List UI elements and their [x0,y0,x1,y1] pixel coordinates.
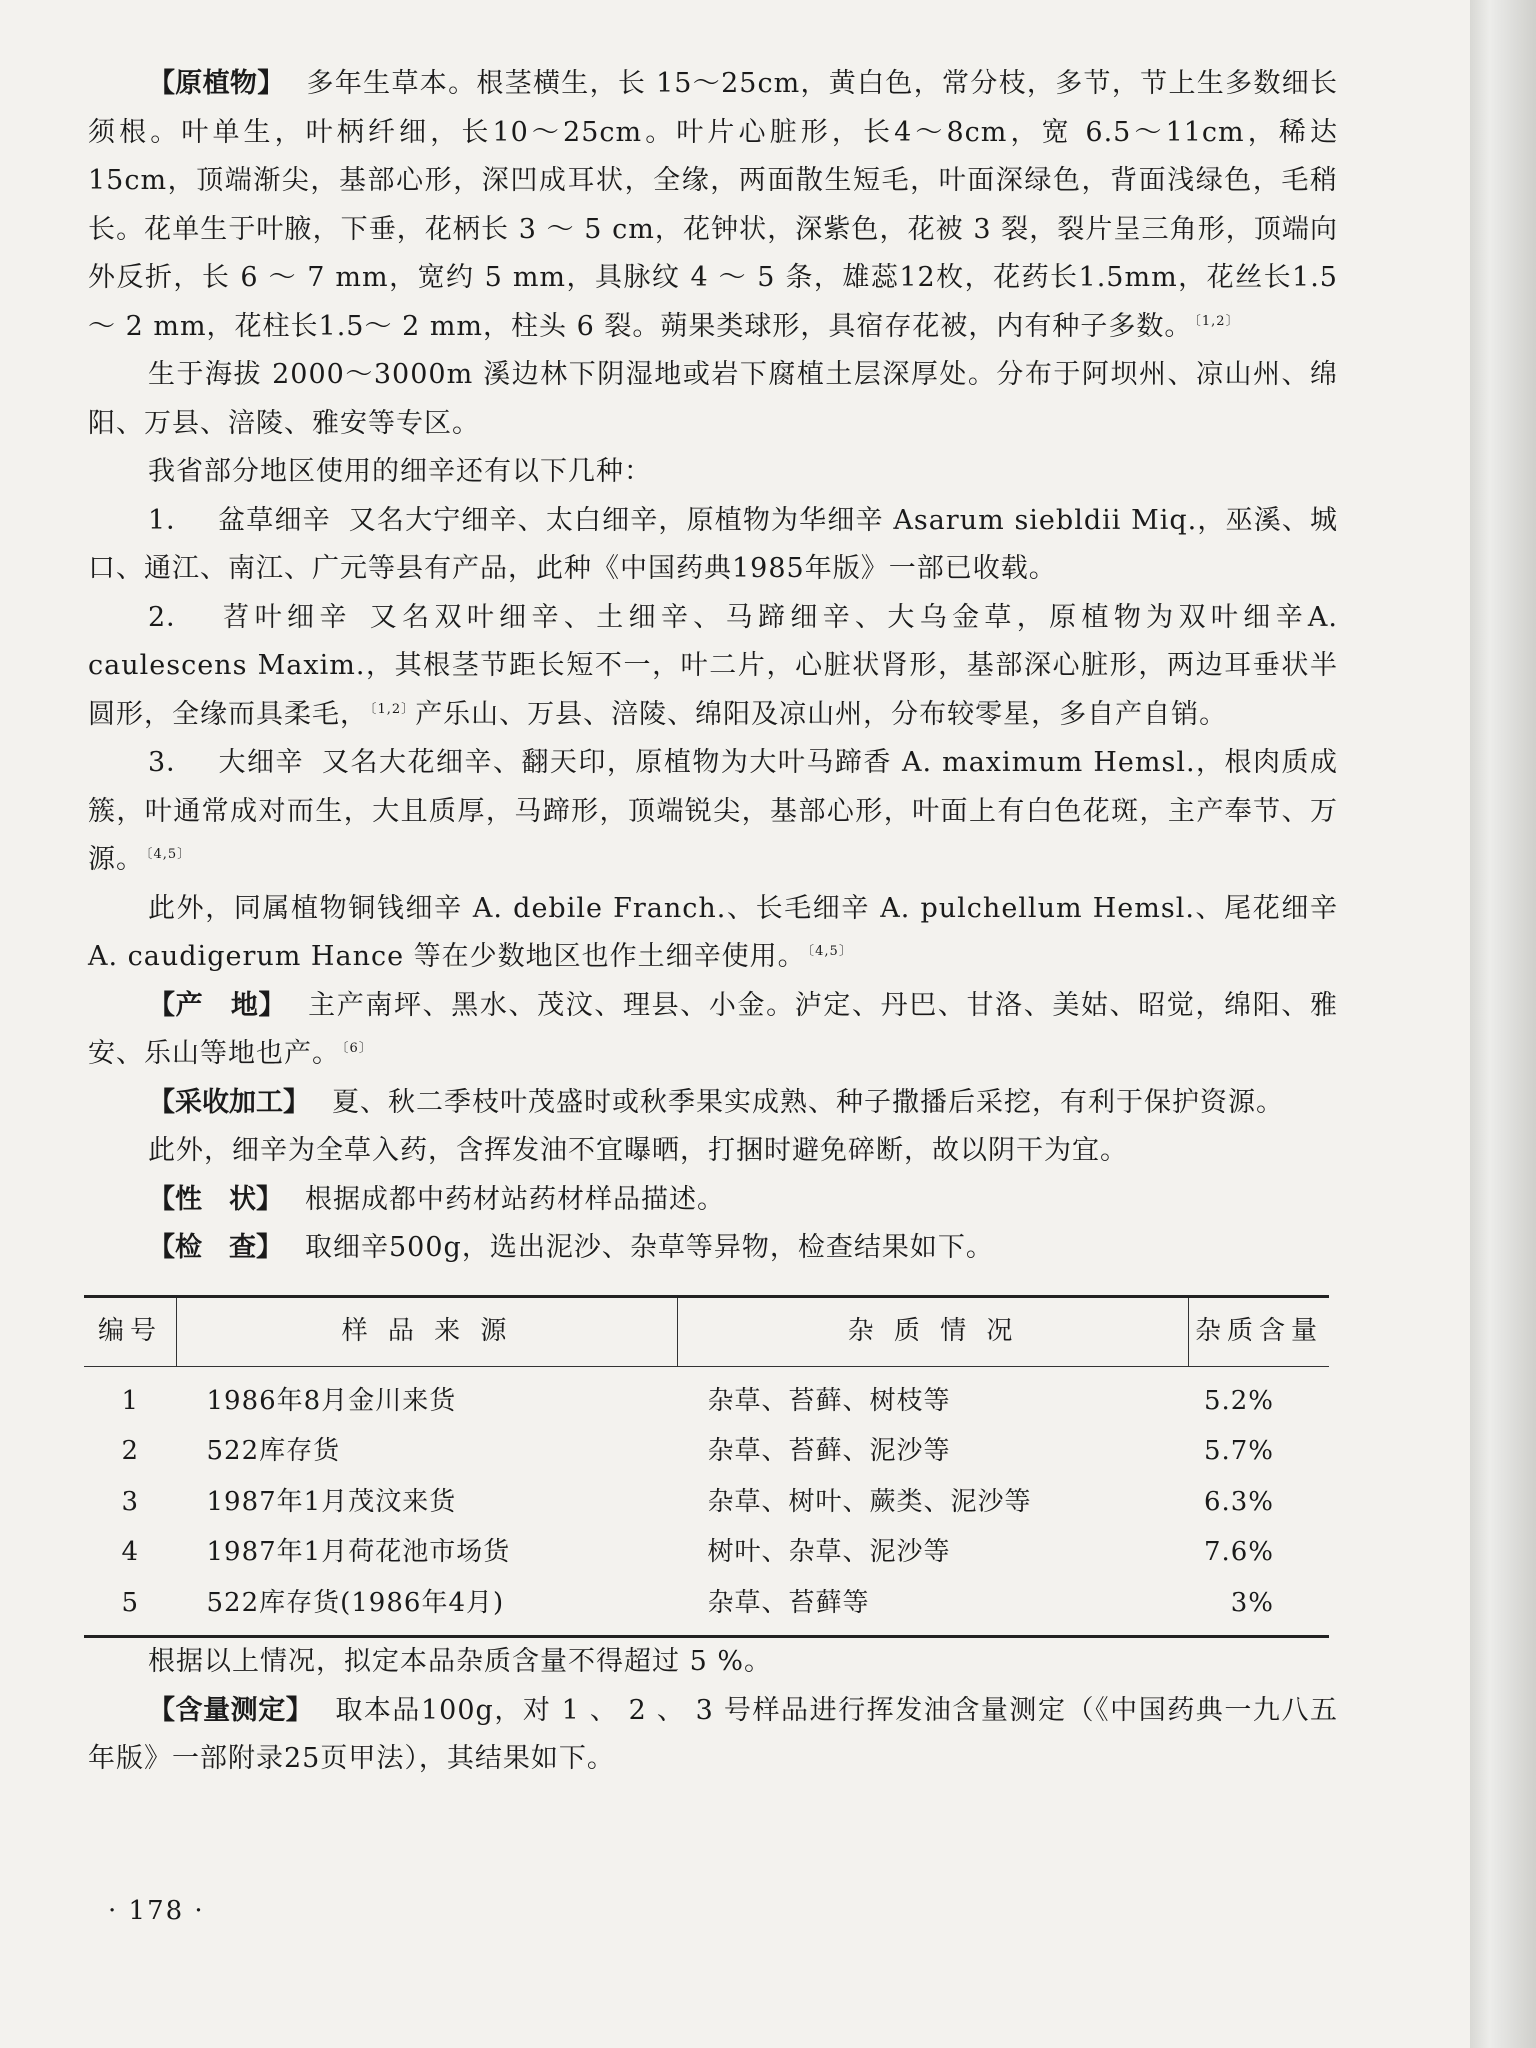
header-content: 杂质含量 [1189,1296,1330,1366]
original-plant-text: 多年生草本。根茎横生，长 15～25cm，黄白色，常分枝，多节，节上生多数细长须根。叶单生，叶柄纤细，长10～25cm。叶片心脏形，长4～8cm，宽 6.5～11cm，稀达 15cm，顶端渐尖，基部心形，深凹成耳状，全缘，两面散生短毛，叶面深绿色，背面浅绿色，毛稍长。花单生于叶腋，下垂，花柄长 3 ～ 5 cm，花钟状，深紫色，花被 3 裂，裂片呈三角形，顶端向外反折，长 6 ～ 7 mm，宽约 5 mm，具脉纹 4 ～ 5 条，雄蕊12枚，花药长1.5mm，花丝长1.5～ 2 mm，花柱长1.5～ 2 mm，柱头 6 裂。蒴果类球形，具宿存花被，内有种子多数。 [88,68,1338,342]
inspection-heading: 【检 查】 [148,1232,283,1263]
row-impurity: 树叶、杂草、泥沙等 [707,1537,951,1567]
row-content: 7.6% [1203,1537,1274,1567]
page-body [88,60,1338,1784]
header-number: 编号 [84,1296,177,1366]
inspection-text: 取细辛500g，选出泥沙、杂草等异物，检查结果如下。 [305,1232,994,1263]
row-source: 1987年1月茂汶来货 [206,1486,457,1517]
impurity-table [84,1295,1329,1639]
header-source: 样 品 来 源 [177,1296,678,1366]
conclusion-paragraph: 根据以上情况，拟定本品杂质含量不得超过 5 %。 [148,1646,772,1677]
species-1-number: 1． [148,504,195,536]
row-number: 2 [121,1436,140,1466]
species-2-paragraph [88,594,1338,740]
reference-mark: 〔4,5〕 [146,847,192,862]
harvest-note-paragraph: 此外，细辛为全草入药，含挥发油不宜曝晒，打捆时避免碎断，故以阴干为宜。 [148,1135,1128,1166]
traits-heading: 【性 状】 [148,1183,283,1215]
species-2-number: 2． [148,601,195,633]
species-1-name: 盆草细辛 [218,504,331,536]
species-3-number: 3． [148,747,195,778]
table-row [84,1366,1329,1426]
original-plant-paragraph [88,60,1338,351]
species-2-name: 苕叶细辛 [218,601,352,633]
inspection-paragraph [88,1224,1338,1273]
row-content: 6.3% [1203,1486,1274,1517]
book-binding-edge [1470,0,1536,2048]
header-impurity: 杂 质 情 况 [678,1296,1189,1366]
traits-text: 根据成都中药材站药材样品描述。 [305,1183,725,1215]
others-paragraph [88,885,1338,982]
row-source: 1986年8月金川来货 [206,1385,457,1416]
reference-mark: 〔1,2〕 [1194,313,1240,329]
habitat-paragraph: 生于海拔 2000～3000m 溪边林下阴湿地或岩下腐植土层深厚处。分布于阿坝州、凉山州、绵阳、万县、涪陵、雅安等专区。 [88,359,1338,439]
row-number: 1 [121,1385,140,1416]
row-content: 3% [1189,1578,1330,1637]
species-3-text: 又名大花细辛、翻天印，原植物为大叶马蹄香 A. maximum Hemsl.，根肉质成簇，叶通常成对而生，大且质厚，马蹄形，顶端锐尖，基部心形，叶面上有白色花斑，主产奉节、万源。 [88,747,1339,875]
origin-text: 主产南坪、黑水、茂汶、理县、小金。泸定、丹巴、甘洛、美姑、昭觉，绵阳、雅安、乐山等地也产。 [88,989,1338,1069]
reference-mark: 〔6〕 [342,1041,373,1056]
table-row [84,1477,1329,1528]
row-source: 522库存货 [206,1436,341,1466]
original-plant-heading: 【原植物】 [148,68,285,99]
harvest-paragraph [88,1079,1338,1128]
row-impurity: 杂草、苔藓、泥沙等 [707,1436,951,1466]
species-1-text: 又名大宁细辛、太白细辛，原植物为华细辛 Asarum siebldii Miq.，巫溪、城口、通江、南江、广元等县有产品，此种《中国药典1985年版》一部已收载。 [88,504,1339,584]
row-source: 1987年1月荷花池市场货 [206,1537,511,1567]
species-3-name: 大细辛 [218,747,304,778]
table-row [84,1578,1329,1637]
assay-heading: 【含量测定】 [148,1694,314,1726]
harvest-text: 夏、秋二季枝叶茂盛时或秋季果实成熟、种子撒播后采挖，有利于保护资源。 [332,1086,1284,1118]
row-impurity: 杂草、苔藓、树枝等 [707,1385,951,1416]
row-number: 5 [84,1578,177,1637]
table-row [84,1527,1329,1578]
row-number: 4 [121,1537,140,1567]
row-content: 5.2% [1203,1385,1274,1416]
origin-heading: 【产 地】 [148,989,287,1021]
species-2-text: 又名双叶细辛、土细辛、马蹄细辛、大乌金草，原植物为双叶细辛A. caulescens Maxim.，其根茎节距长短不一，叶二片，心脏状肾形，基部深心脏形，两边耳垂状半圆形，全缘而具柔毛， [88,601,1339,730]
species-2-tail: 产乐山、万县、涪陵、绵阳及凉山州，分布较零星，多自产自销。 [415,698,1228,730]
species-3-paragraph [88,739,1338,885]
row-source: 522库存货(1986年4月) [177,1578,678,1637]
intro-species-paragraph: 我省部分地区使用的细辛还有以下几种： [148,456,652,487]
species-1-paragraph [88,497,1338,594]
traits-paragraph [88,1176,1338,1225]
row-impurity: 杂草、树叶、蕨类、泥沙等 [707,1486,1032,1517]
row-number: 3 [121,1486,140,1517]
table-row [84,1426,1329,1477]
row-content: 5.7% [1203,1436,1274,1466]
assay-paragraph [88,1687,1338,1784]
reference-mark: 〔1,2〕 [370,701,416,717]
others-text: 此外，同属植物铜钱细辛 A. debile Franch.、长毛细辛 A. pulchellum Hemsl.、尾花细辛A. caudigerum Hance 等在少数地区也作土细辛使用。 [88,892,1338,972]
reference-mark: 〔4,5〕 [807,944,853,959]
assay-text: 取本品100g，对 1 、 2 、 3 号样品进行挥发油含量测定（《中国药典一九八五年版》一部附录25页甲法），其结果如下。 [88,1694,1339,1774]
origin-paragraph [88,982,1338,1079]
table-header-row [84,1296,1329,1366]
page-number: · 178 · [108,1896,205,1926]
harvest-heading: 【采收加工】 [148,1086,310,1118]
row-impurity: 杂草、苔藓等 [678,1578,1189,1637]
